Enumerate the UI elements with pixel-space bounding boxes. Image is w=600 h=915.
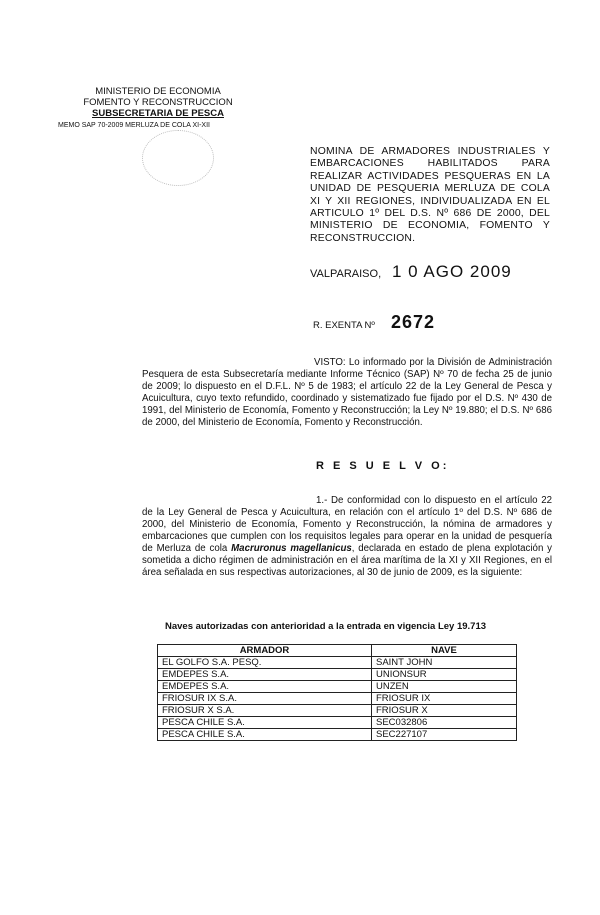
armador-cell: EMDEPES S.A. — [158, 669, 372, 681]
place-label: VALPARAISO, — [310, 268, 382, 280]
paragraph-text-start: 1.- De conformidad con lo dispuesto en el artículo 22 de la Ley General de Pesca y Acuicultura, en relación con el artículo 1º del D.S. Nº 686 de 2000, del Ministerio de Economía, Fomento y Reconstrucción, la nómina de armadores y embarcaciones que cumplen con los requisitos legales para operar en la unidad de pesquería de Merluza de cola — [142, 495, 552, 554]
table-row — [158, 729, 517, 741]
document-title: NOMINA DE ARMADORES INDUSTRIALES Y EMBARCACIONES HABILITADOS PARA REALIZAR ACTIVIDADES PESQUERAS EN LA UNIDAD DE PESQUERIA MERLUZA DE COLA XI Y XII REGIONES, INDIVIDUALIZADA EN EL ARTICULO 1º DEL D.S. Nº 686 DE 2000, DEL MINISTERIO DE ECONOMIA, FOMENTO Y RECONSTRUCCION. — [310, 146, 550, 244]
ministry-line: MINISTERIO DE ECONOMIA — [95, 86, 221, 97]
table-row — [158, 705, 517, 717]
species-name: Macruronus magellanicus — [231, 543, 352, 554]
resuelvo-heading: R E S U E L V O: — [316, 460, 450, 472]
nave-cell: SEC032806 — [372, 717, 517, 729]
armador-cell: FRIOSUR IX S.A. — [158, 693, 372, 705]
armador-cell: PESCA CHILE S.A. — [158, 717, 372, 729]
ministry-line-2: FOMENTO Y RECONSTRUCCION — [83, 97, 233, 108]
armador-cell: EMDEPES S.A. — [158, 681, 372, 693]
memo-reference: MEMO SAP 70-2009 MERLUZA DE COLA XI-XII — [58, 122, 210, 129]
table-row — [158, 657, 517, 669]
armador-cell: EL GOLFO S.A. PESQ. — [158, 657, 372, 669]
nave-cell: UNIONSUR — [372, 669, 517, 681]
vessels-table — [157, 644, 517, 741]
column-header-nave: NAVE — [372, 645, 517, 657]
paragraph-text-end: , declarada en estado de plena explotación y sometida a dicho régimen de administración en el área marítima de la XI y XII Regiones, en el área señalada en sus respectivas autorizaciones, al 30 de junio de 2009, es la siguiente: — [142, 543, 553, 578]
table-header-row — [158, 645, 517, 657]
table-row — [158, 717, 517, 729]
table-title: Naves autorizadas con anterioridad a la entrada en vigencia Ley 19.713 — [165, 621, 487, 632]
letterhead — [58, 86, 258, 131]
nave-cell: UNZEN — [372, 681, 517, 693]
table-row — [158, 693, 517, 705]
nave-cell: FRIOSUR IX — [372, 693, 517, 705]
official-seal-stamp — [142, 130, 214, 186]
armador-cell: PESCA CHILE S.A. — [158, 729, 372, 741]
armador-cell: FRIOSUR X S.A. — [158, 705, 372, 717]
nave-cell: FRIOSUR X — [372, 705, 517, 717]
table-row — [158, 669, 517, 681]
resolution-number: 2672 — [391, 312, 436, 332]
resolution-paragraph-1 — [142, 495, 552, 579]
column-header-armador: ARMADOR — [158, 645, 372, 657]
resolution-label: R. EXENTA Nº — [313, 320, 375, 331]
date-stamp: 1 0 AGO 2009 — [392, 262, 512, 281]
visto-paragraph: VISTO: Lo informado por la División de Administración Pesquera de esta Subsecretaría mediante Informe Técnico (SAP) Nº 70 de fecha 25 de junio de 2009; lo dispuesto en el D.F.L. Nº 5 de 1983; el artículo 22 de la Ley General de Pesca y Acuicultura, cuyo texto refundido, coordinado y sistematizado fue fijado por el D.S. Nº 430 de 1991, del Ministerio de Economía, Fomento y Reconstrucción; la Ley Nº 19.880; el D.S. Nº 686 de 2000, del Ministerio de Economía, Fomento y Reconstrucción. — [142, 357, 552, 428]
subsecretaria-line: SUBSECRETARIA DE PESCA — [92, 108, 224, 119]
nave-cell: SEC227107 — [372, 729, 517, 741]
nave-cell: SAINT JOHN — [372, 657, 517, 669]
table-row — [158, 681, 517, 693]
